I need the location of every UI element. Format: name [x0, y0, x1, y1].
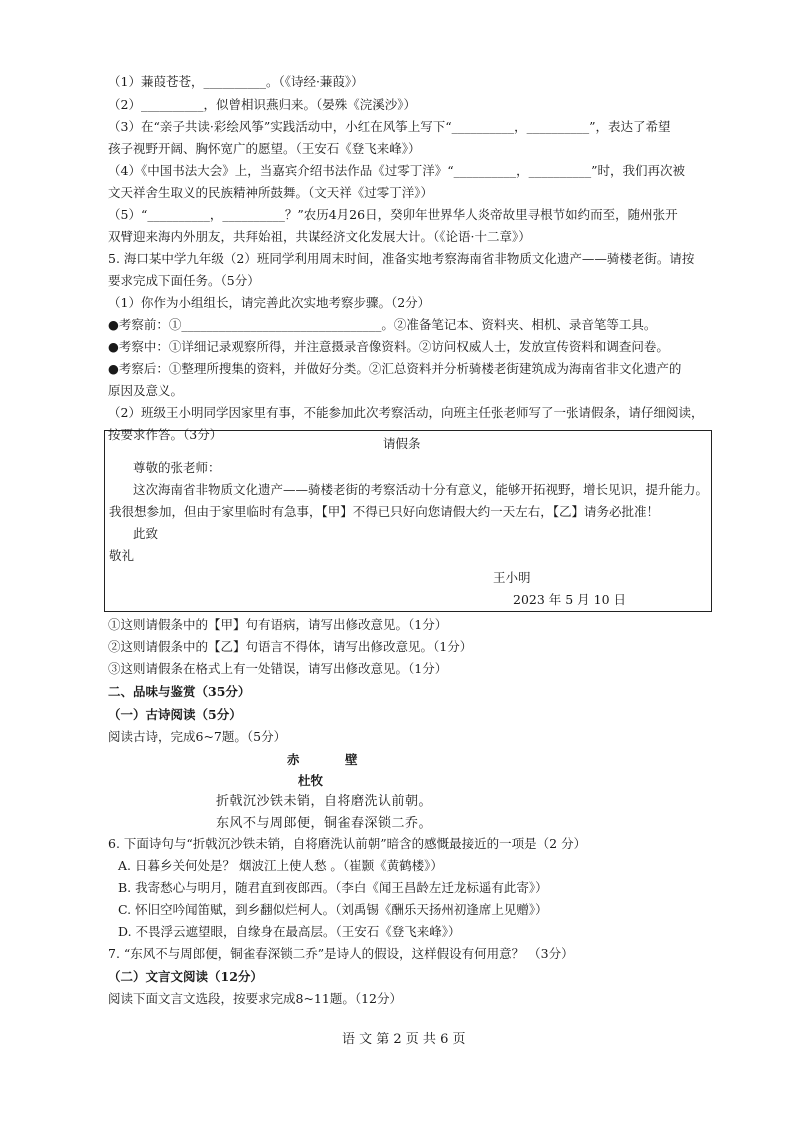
q6-option-c: C. 怀旧空吟闻笛赋，到乡翻似烂柯人。（刘禹锡《酬乐天扬州初逢席上见赠》）: [118, 902, 548, 917]
poem-line-2: 东风不与周郎便，铜雀春深锁二乔。: [216, 816, 433, 831]
note-question-2: ②这则请假条中的【乙】句语言不得体，请写出修改意见。（1分）: [108, 639, 473, 654]
note-question-3: ③这则请假条在格式上有一处错误，请写出修改意见。（1分）: [108, 661, 448, 676]
q5-sub2-line1: （2）班级王小明同学因家里有事，不能参加此次考察活动，向班主任张老师写了一张请假条，请仔细阅读，: [108, 405, 704, 420]
part-1-heading: （一）古诗阅读（5分）: [108, 707, 242, 722]
leave-note-date: 2023 年 5 月 10 日: [513, 592, 627, 607]
leave-note-body-2: 我很想参加，但由于家里临时有急事，【甲】不得已只好向您请假大约一天左右，【乙】请务必批准！: [109, 504, 660, 519]
leave-note-closing-2: 敬礼: [109, 548, 135, 563]
q7-stem: 7. “东风不与周郎便，铜雀春深锁二乔”是诗人的假设，这样假设有何用意？ （3分）: [108, 946, 574, 961]
part-1-intro: 阅读古诗，完成6~7题。（5分）: [108, 729, 287, 744]
q6-option-b: B. 我寄愁心与明月，随君直到夜郎西。（李白《闻王昌龄左迁龙标遥有此寄》）: [118, 880, 548, 895]
poem-author: 杜牧: [298, 773, 324, 788]
q5-step-after-cont: 原因及意义。: [108, 383, 184, 398]
fill-blank-4: （4）《中国书法大会》上，当嘉宾介绍书法作品《过零丁洋》“__________，__________”时，我们再次被: [108, 163, 685, 178]
poem-title-char-2: 壁: [345, 752, 358, 767]
q5-step-after: ●考察后：①整理所搜集的资料，并做好分类。②汇总资料并分析骑楼老街建筑成为海南省非文化遗产的: [108, 361, 682, 376]
fill-blank-2: （2）__________，似曾相识燕归来。（晏殊《浣溪沙》）: [108, 97, 416, 112]
q6-option-d: D. 不畏浮云遮望眼，自缘身在最高层。（王安石《登飞来峰》）: [118, 924, 461, 939]
q5-sub2-line2: 按要求作答。（3分）: [108, 427, 223, 442]
q6-stem: 6. 下面诗句与“折戟沉沙铁未销，自将磨洗认前朝”暗含的感慨最接近的一项是（2 分）: [108, 836, 587, 851]
fill-blank-1: （1）蒹葭苍苍，__________。（《诗经·蒹葭》）: [108, 74, 364, 89]
fill-blank-3: （3）在“亲子共读·彩绘风筝”实践活动中，小红在风筝上写下“__________，__________”，表达了希望: [108, 119, 671, 134]
q5-step-during: ●考察中：①详细记录观察所得，并注意摄录音像资料。②访问权威人士，发放宣传资料和调查问卷。: [108, 339, 669, 354]
fill-blank-5: （5）“__________，__________？”农历4月26日，癸卯年世界华人炎帝故里寻根节如约而至，随州张开: [108, 207, 678, 222]
section-2-heading: 二、品味与鉴赏（35分）: [108, 684, 251, 699]
part-2-intro: 阅读下面文言文选段，按要求完成8~11题。（12分）: [108, 991, 402, 1006]
q5-sub1: （1）你作为小组组长，请完善此次实地考察步骤。（2分）: [108, 295, 431, 310]
leave-note-closing-1: 此致: [133, 526, 159, 541]
q5-intro-line1: 5. 海口某中学九年级（2）班同学利用周末时间，准备实地考察海南省非物质文化遗产——骑楼老街。请按: [108, 251, 695, 266]
leave-note-box: [104, 430, 712, 612]
fill-blank-5-cont: 双臂迎来海内外朋友，共拜始祖，共谋经济文化发展大计。（《论语·十二章》）: [108, 229, 531, 244]
leave-note-title: 请假条: [383, 436, 421, 451]
leave-note-signature: 王小明: [493, 570, 531, 585]
fill-blank-4-cont: 文天祥舍生取义的民族精神所鼓舞。（文天祥《过零丁洋》）: [108, 185, 434, 200]
poem-title-char-1: 赤: [287, 752, 300, 767]
q5-intro-line2: 要求完成下面任务。（5分）: [108, 273, 260, 288]
part-2-heading: （二）文言文阅读（12分）: [108, 969, 263, 984]
leave-note-salutation: 尊敬的张老师：: [133, 460, 221, 475]
fill-blank-3-cont: 孩子视野开阔、胸怀宽广的愿望。（王安石《登飞来峰》）: [108, 141, 421, 156]
q6-option-a: A. 日暮乡关何处是？ 烟波江上使人愁 。（崔颢《黄鹤楼》）: [118, 858, 443, 873]
leave-note-body-1: 这次海南省非物质文化遗产——骑楼老街的考察活动十分有意义，能够开拓视野，增长见识，提升能力。: [133, 482, 709, 497]
note-question-1: ①这则请假条中的【甲】句有语病，请写出修改意见。（1分）: [108, 617, 448, 632]
q5-step-before: ●考察前：①________________________________。②准备笔记本、资料夹、相机、录音笔等工具。: [108, 317, 657, 332]
poem-line-1: 折戟沉沙铁未销，自将磨洗认前朝。: [216, 794, 433, 809]
page-footer: 语 文 第 2 页 共 6 页: [342, 1032, 466, 1047]
